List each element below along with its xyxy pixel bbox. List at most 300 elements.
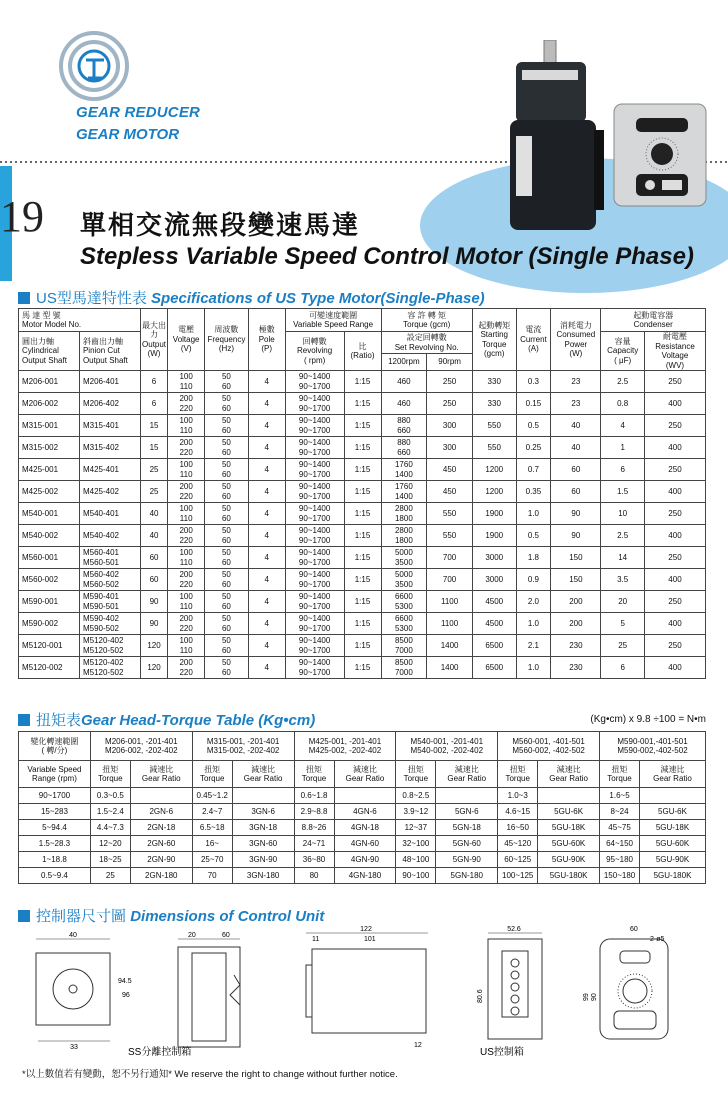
cell-value: 20	[618, 596, 628, 606]
table-row	[19, 547, 706, 569]
table-cell	[19, 481, 80, 503]
cell-value: 90~1400	[298, 460, 331, 469]
cell-value: 90~1400	[298, 548, 331, 557]
dim-60: 60	[222, 932, 230, 939]
table-cell	[285, 613, 344, 635]
brand-gear-motor: GEAR MOTOR	[76, 126, 180, 143]
cell-value: 25	[149, 486, 159, 496]
torque-sub-torque	[600, 761, 640, 788]
table-cell	[601, 503, 645, 525]
cell-value: 4500	[485, 618, 504, 628]
title-chinese: 單相交流無段變速馬達	[80, 211, 361, 241]
cell-value: 1800	[394, 513, 413, 523]
cell-value: 減速比	[660, 764, 685, 774]
th-output: 最大出力 Output (W)	[140, 309, 167, 371]
table-cell	[472, 481, 516, 503]
table-cell	[551, 635, 601, 657]
table-cell	[130, 868, 192, 884]
cell-value: 4	[264, 398, 269, 408]
section-spec-cn: US型馬達特性表	[36, 290, 147, 307]
cell-value: 60	[221, 513, 231, 523]
table-cell	[516, 415, 551, 437]
us-label: US控制箱	[480, 1047, 524, 1058]
cell-value: M540-002, -202-402	[410, 746, 484, 755]
section-spec-en: Specifications of US Type Motor(Single-Phase)	[151, 290, 485, 307]
cell-value: M5120-502	[82, 667, 124, 677]
table-cell	[516, 525, 551, 547]
cell-value: 150	[569, 552, 583, 562]
torque-sub-torque	[294, 761, 334, 788]
table-cell	[644, 547, 705, 569]
table-cell	[601, 459, 645, 481]
table-cell	[168, 415, 205, 437]
cell-value: 4GN-90	[350, 854, 379, 864]
table-cell	[334, 836, 396, 852]
cell-value: 60	[149, 574, 159, 584]
cell-value: 90~1700	[298, 601, 331, 611]
table-row	[19, 503, 706, 525]
table-cell	[285, 525, 344, 547]
section-spec-heading	[18, 287, 485, 308]
cell-value: 200	[569, 596, 583, 606]
cell-value: 90~1400	[298, 438, 331, 447]
cell-value: 25	[618, 640, 628, 650]
cell-value: 48~100	[402, 854, 430, 864]
cell-value: 50	[221, 570, 231, 579]
cell-value: 60	[221, 667, 231, 677]
section-marker-icon	[18, 910, 30, 922]
cell-value: 0.3	[527, 376, 539, 386]
cell-value: M5120-502	[82, 645, 124, 655]
table-cell	[285, 635, 344, 657]
torque-group-header	[396, 732, 498, 761]
table-cell	[498, 820, 538, 836]
cell-value: 200	[179, 570, 193, 579]
table-cell	[285, 437, 344, 459]
table-cell	[168, 393, 205, 415]
table-cell	[294, 852, 334, 868]
cell-value: M315-401	[82, 420, 119, 430]
cell-value: 50	[221, 372, 231, 381]
th-condenser: 起動電容器 Condenser	[601, 309, 706, 332]
cell-value: 4	[264, 552, 269, 562]
table-cell	[248, 459, 285, 481]
torque-sub-torque	[90, 761, 130, 788]
table-cell	[381, 459, 427, 481]
table-cell	[130, 804, 192, 820]
cell-value: 110	[179, 601, 193, 611]
cell-value: 0.7	[527, 464, 539, 474]
cell-value: 6	[151, 398, 157, 408]
cell-value: 6500	[485, 640, 504, 650]
table-cell	[498, 852, 538, 868]
cell-value: M315-001, -201-401	[206, 736, 280, 746]
table-cell	[248, 635, 285, 657]
table-cell	[551, 415, 601, 437]
th-pinion: 斜齒出力軸 Pinion Cut Output Shaft	[79, 332, 140, 371]
table-cell	[640, 804, 706, 820]
table-cell	[551, 591, 601, 613]
table-cell	[538, 788, 600, 804]
cell-value: 1100	[440, 618, 459, 628]
us-box-side-drawing	[306, 926, 428, 1049]
cell-value: 550	[442, 508, 457, 518]
table-cell	[640, 868, 706, 884]
cell-value: 60	[221, 535, 231, 545]
table-cell	[601, 635, 645, 657]
cell-value: 扭矩	[509, 764, 526, 774]
cell-value: 0.35	[525, 486, 542, 496]
cell-value: Gear Ratio	[653, 774, 692, 783]
cell-value: 3GN-90	[249, 854, 278, 864]
table-cell	[140, 481, 167, 503]
table-cell	[640, 820, 706, 836]
cell-value: 1900	[485, 508, 504, 518]
cell-value: 50	[221, 438, 231, 447]
cell-value: 1.0	[527, 508, 539, 518]
cell-value: 550	[487, 420, 501, 430]
table-cell	[538, 804, 600, 820]
table-cell	[205, 437, 249, 459]
table-cell	[551, 393, 601, 415]
table-row	[19, 437, 706, 459]
table-cell	[79, 371, 140, 393]
table-cell	[427, 393, 473, 415]
cell-value: 90~1700	[298, 579, 331, 589]
table-cell	[516, 459, 551, 481]
cell-value: 減速比	[556, 764, 581, 774]
cell-value: M315-402	[82, 442, 119, 452]
page-number: 19	[0, 192, 44, 241]
table-cell	[248, 569, 285, 591]
torque-group-header	[600, 732, 706, 761]
table-cell	[140, 525, 167, 547]
table-cell	[232, 820, 294, 836]
cell-value: 4	[264, 530, 269, 540]
table-cell	[427, 459, 473, 481]
torque-group-header	[294, 732, 396, 761]
table-cell	[205, 503, 249, 525]
cell-value: 100	[179, 504, 193, 513]
cell-value: 250	[668, 464, 682, 474]
cell-value: 230	[569, 640, 583, 650]
table-cell	[90, 804, 130, 820]
th-capacity: 容量 Capacity ( μF)	[601, 332, 645, 371]
cell-value: 2.1	[527, 640, 539, 650]
cell-value: M540-001	[22, 508, 59, 518]
cell-value: 40	[571, 442, 581, 452]
table-cell	[205, 525, 249, 547]
cell-value: M5120-402	[82, 658, 124, 667]
cell-value: 16~	[205, 838, 219, 848]
table-row	[19, 371, 706, 393]
table-cell	[551, 459, 601, 481]
table-row	[19, 569, 706, 591]
table-row	[19, 415, 706, 437]
cell-value: 250	[668, 640, 682, 650]
table-cell	[19, 635, 80, 657]
torque-group-header	[90, 732, 192, 761]
table-cell	[285, 371, 344, 393]
th-current: 電流 Current (A)	[516, 309, 551, 371]
table-cell	[472, 613, 516, 635]
cell-value: 1~18.8	[42, 854, 67, 864]
cell-value: 5GU-6K	[658, 806, 687, 816]
table-cell	[79, 547, 140, 569]
cell-value: 460	[397, 398, 411, 408]
dim-12: 12	[414, 1042, 422, 1049]
table-cell	[472, 437, 516, 459]
cell-value: 230	[569, 662, 583, 672]
torque-table-head	[19, 732, 706, 788]
torque-sub-ratio	[130, 761, 192, 788]
table-row	[19, 788, 706, 804]
cell-value: 1:15	[354, 618, 371, 628]
cell-value: 90~1700	[38, 790, 71, 800]
cell-value: 6	[620, 662, 625, 672]
cell-value: 4500	[485, 596, 504, 606]
cell-value: 220	[179, 667, 193, 677]
table-cell	[248, 393, 285, 415]
cell-value: 0.25	[525, 442, 542, 452]
cell-value: 1900	[485, 530, 504, 540]
table-cell	[285, 393, 344, 415]
table-cell	[168, 371, 205, 393]
table-cell	[205, 635, 249, 657]
dim-11: 11	[312, 936, 320, 943]
table-cell	[472, 459, 516, 481]
cell-value: M590-002,-402-502	[617, 746, 688, 755]
table-cell	[600, 804, 640, 820]
cell-value: 23	[571, 376, 581, 386]
table-cell	[248, 657, 285, 679]
cell-value: 400	[668, 442, 682, 452]
torque-header-row	[19, 732, 706, 761]
table-cell	[192, 836, 232, 852]
table-cell	[168, 437, 205, 459]
table-cell	[168, 657, 205, 679]
table-cell	[472, 657, 516, 679]
dim-60b: 60	[630, 926, 638, 933]
table-cell	[640, 852, 706, 868]
cell-value: 90~1700	[298, 491, 331, 501]
cell-value: 3GN-180	[246, 870, 280, 880]
cell-value: 110	[179, 469, 193, 479]
torque-group-header	[192, 732, 294, 761]
cell-value: Torque	[98, 774, 123, 783]
table-row	[19, 591, 706, 613]
table-cell	[140, 635, 167, 657]
table-cell	[551, 547, 601, 569]
cell-value: M540-002	[22, 530, 59, 540]
table-cell	[79, 415, 140, 437]
cell-value: 60	[571, 486, 581, 496]
cell-value: 4.6~15	[505, 806, 531, 816]
cell-value: M5120-402	[82, 636, 124, 645]
cell-value: 90	[149, 596, 159, 606]
cell-value: 70	[207, 870, 217, 880]
torque-range-cell	[19, 788, 91, 804]
cell-value: 4.4~7.3	[96, 822, 124, 832]
table-cell	[396, 836, 436, 852]
th-model: 馬 達 型 號 Motor Model No.	[19, 309, 141, 332]
ss-label: SS分離控制箱	[128, 1047, 192, 1058]
cell-value: 4	[264, 640, 269, 650]
cell-value: 90	[571, 508, 581, 518]
cell-value: 90~1700	[298, 447, 331, 457]
cell-value: 5GN-18	[452, 822, 481, 832]
cell-value: 90~1400	[298, 372, 331, 381]
cell-value: 2GN-180	[145, 870, 178, 880]
table-cell	[79, 635, 140, 657]
cell-value: 3.5	[617, 574, 629, 584]
table-cell	[516, 503, 551, 525]
cell-value: M540-402	[82, 530, 119, 540]
table-cell	[168, 503, 205, 525]
table-cell	[427, 613, 473, 635]
cell-value: 4GN-180	[348, 870, 382, 880]
table-cell	[644, 437, 705, 459]
cell-value: 1.5~28.3	[38, 838, 71, 848]
torque-corner-cn	[19, 732, 91, 761]
cell-value: 14	[618, 552, 628, 562]
cell-value: 18~25	[99, 854, 122, 864]
section-dimensions-en: Dimensions of Control Unit	[130, 908, 325, 925]
table-cell	[294, 836, 334, 852]
cell-value: 460	[397, 376, 411, 386]
cell-value: 2.0	[527, 596, 539, 606]
cell-value: 3500	[394, 579, 413, 589]
table-cell	[516, 547, 551, 569]
cell-value: 200	[179, 394, 193, 403]
cell-value: 400	[668, 662, 682, 672]
cell-value: M560-002	[22, 574, 59, 584]
cell-value: M5120-002	[22, 662, 63, 672]
cell-value: 100	[179, 548, 193, 557]
table-cell	[19, 393, 80, 415]
cell-value: 0.5~9.4	[40, 870, 68, 880]
cell-value: Torque	[505, 774, 530, 783]
table-cell	[248, 591, 285, 613]
table-cell	[344, 591, 381, 613]
cell-value: 90~1400	[298, 526, 331, 535]
cell-value: 1.5~2.4	[96, 806, 124, 816]
cell-value: 90~1400	[298, 416, 331, 425]
section-dimensions-cn: 控制器尺寸圖	[36, 908, 127, 925]
table-cell	[168, 569, 205, 591]
cell-value: 扭矩	[204, 764, 221, 774]
cell-value: 扭矩	[611, 764, 628, 774]
table-cell	[19, 547, 80, 569]
cell-value: 90~1700	[298, 425, 331, 435]
table-cell	[19, 371, 80, 393]
cell-value: M590-002	[22, 618, 59, 628]
cell-value: 15	[149, 442, 159, 452]
cell-value: 50	[221, 614, 231, 623]
cell-value: 4	[620, 420, 625, 430]
table-cell	[130, 820, 192, 836]
table-cell	[427, 503, 473, 525]
table-cell	[436, 788, 498, 804]
cell-value: 0.6~1.8	[300, 790, 328, 800]
table-cell	[551, 657, 601, 679]
table-row	[19, 657, 706, 679]
table-cell	[79, 613, 140, 635]
torque-subheader-row	[19, 761, 706, 788]
dimension-drawings	[18, 925, 708, 1065]
table-cell	[140, 613, 167, 635]
table-cell	[140, 437, 167, 459]
table-row	[19, 525, 706, 547]
cell-value: 0.15	[525, 398, 542, 408]
cell-value: 32~100	[402, 838, 430, 848]
cell-value: 90~1400	[298, 658, 331, 667]
table-cell	[600, 788, 640, 804]
table-cell	[248, 525, 285, 547]
table-cell	[79, 481, 140, 503]
table-cell	[79, 503, 140, 525]
table-cell	[232, 868, 294, 884]
cell-value: 0.9	[527, 574, 539, 584]
table-cell	[90, 868, 130, 884]
cell-value: M560-502	[82, 579, 119, 589]
cell-value: M5120-001	[22, 640, 63, 650]
cell-value: 1200	[485, 464, 504, 474]
table-cell	[192, 788, 232, 804]
cell-value: 250	[668, 552, 682, 562]
table-cell	[427, 591, 473, 613]
cell-value: 2GN-18	[147, 822, 176, 832]
table-cell	[516, 613, 551, 635]
cell-value: 5300	[394, 623, 413, 633]
table-cell	[344, 371, 381, 393]
cell-value: 2.5	[617, 530, 629, 540]
th-1200rpm: 1200rpm	[381, 354, 427, 371]
table-cell	[381, 525, 427, 547]
table-row	[19, 804, 706, 820]
table-cell	[344, 437, 381, 459]
cell-value: 5GN-90	[452, 854, 481, 864]
cell-value: 扭矩	[102, 764, 119, 774]
table-cell	[79, 393, 140, 415]
cell-value: 4	[264, 662, 269, 672]
cell-value: 150	[569, 574, 583, 584]
cell-value: 90~1400	[298, 394, 331, 403]
table-cell	[90, 788, 130, 804]
cell-value: 60	[221, 425, 231, 435]
table-cell	[551, 613, 601, 635]
torque-sub-ratio	[436, 761, 498, 788]
cell-value: M425-001, -201-401	[308, 736, 382, 746]
cell-value: 200	[179, 614, 193, 623]
table-cell	[79, 459, 140, 481]
cell-value: 60	[221, 381, 231, 391]
cell-value: 1.8	[527, 552, 539, 562]
table-cell	[644, 503, 705, 525]
table-cell	[472, 591, 516, 613]
spec-table-body	[19, 371, 706, 679]
cell-value: 0.8	[617, 398, 629, 408]
table-cell	[79, 525, 140, 547]
table-cell	[285, 569, 344, 591]
cell-value: 1:15	[354, 552, 371, 562]
cell-value: 400	[668, 530, 682, 540]
cell-value: 變化轉速範圍	[30, 736, 79, 746]
cell-value: 2800	[394, 504, 413, 513]
cell-value: 5GU-18K	[655, 822, 690, 832]
cell-value: 24~71	[302, 838, 326, 848]
cell-value: 1:15	[354, 530, 371, 540]
